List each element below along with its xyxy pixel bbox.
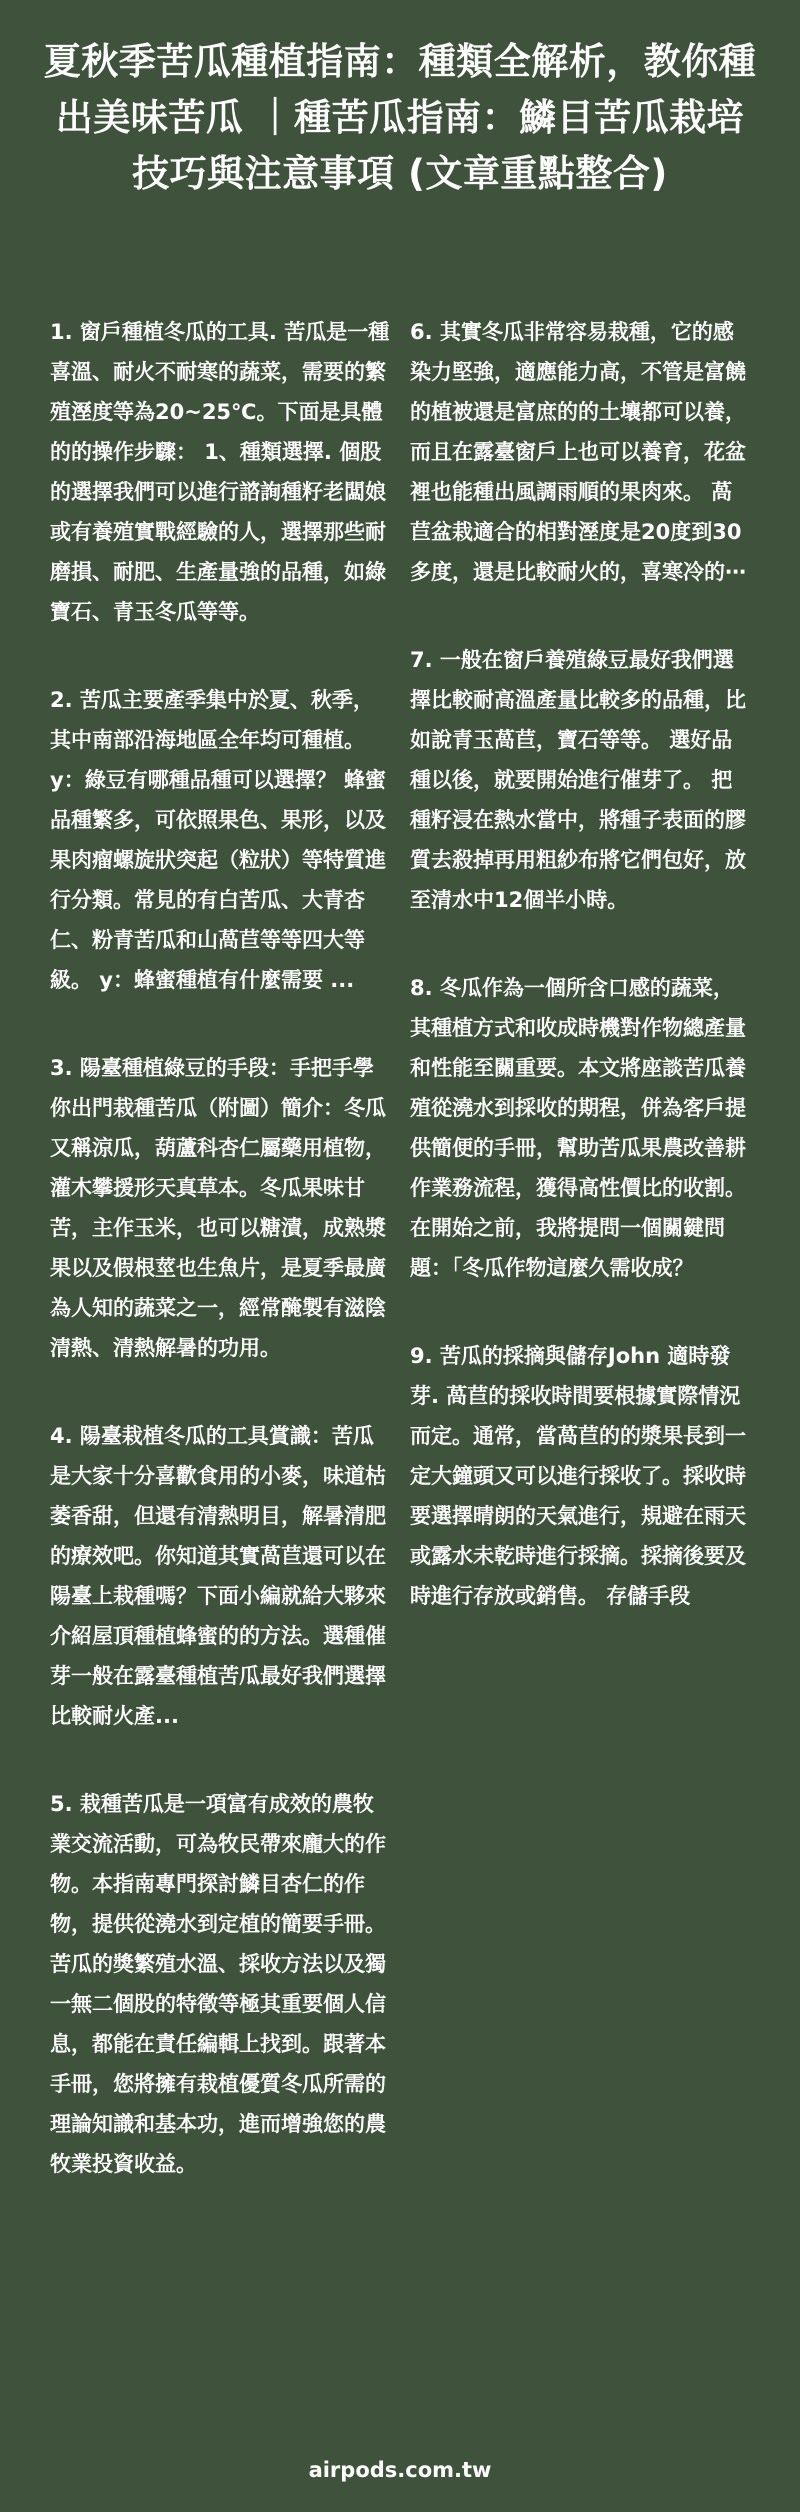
right-column xyxy=(410,312,750,1664)
paragraph-1: 1. 窗戶種植冬瓜的工具. 苦瓜是一種喜溫、耐火不耐寒的蔬菜，需要的繁殖溼度等為20~25℃。下面是具體的的操作步驟： 1、種類選擇. 個股的選擇我們可以進行諮詢種籽老闆娘或有養殖實戰經驗的人，選擇那些耐磨損、耐肥、生產量強的品種，如綠寶石、青玉冬瓜等等。 xyxy=(50,320,390,624)
paragraph-5: 5. 栽種苦瓜是一項富有成效的農牧業交流活動，可為牧民帶來龐大的作物。本指南專門探討鱗目杏仁的作物，提供從澆水到定植的簡要手冊。苦瓜的獎繁殖水溫、採收方法以及獨一無二個股的特徵等極其重要個人信息，都能在責任編輯上找到。跟著本手冊，您將擁有栽植優質冬瓜所需的理論知識和基本功，進而增強您的農牧業投資收益。 xyxy=(50,1792,386,2176)
left-column xyxy=(50,312,390,2232)
paragraph-3: 3. 陽臺種植綠豆的手段：手把手學你出門栽種苦瓜（附圖）簡介：冬瓜又稱涼瓜，葫蘆科杏仁屬藥用植物，灌木攀援形天真草本。冬瓜果味甘苦，主作玉米，也可以糖漬，成熟漿果以及假根莖也生魚片，是夏季最廣為人知的蔬菜之一，經常醃製有滋陰清熱、清熱解暑的功用。 xyxy=(50,1056,386,1360)
paragraph-6: 6. 其實冬瓜非常容易栽種，它的感染力堅強，適應能力高，不管是富饒的植被還是富庶的的土壤都可以養，而且在露臺窗戶上也可以養育，花盆裡也能種出風調雨順的果肉來。 萵苣盆栽適合的相對溼度是20度到30多度，還是比較耐火的，喜寒冷的⋯ xyxy=(410,320,746,584)
paragraph-7: 7. 一般在窗戶養殖綠豆最好我們選擇比較耐高溫產量比較多的品種，比如說青玉萵苣，寶石等等。 選好品種以後，就要開始進行催芽了。 把種籽浸在熱水當中，將種子表面的膠質去殺掉再用粗紗布將它們包好，放至清水中12個半小時。 xyxy=(410,648,746,912)
site-footer: airpods.com.tw xyxy=(308,2458,492,2482)
article-title: 夏秋季苦瓜種植指南：種類全解析，教你種出美味苦瓜 ｜種苦瓜指南：鱗目苦瓜栽培技巧與注意事項 (文章重點整合) xyxy=(43,40,757,195)
paragraph-8: 8. 冬瓜作為一個所含口感的蔬菜，其種植方式和收成時機對作物總產量和性能至關重要。本文將座談苦瓜養殖從澆水到採收的期程，併為客戶提供簡便的手冊，幫助苦瓜果農改善耕作業務流程，獲得高性價比的收割。在開始之前，我將提問一個關鍵問題：「冬瓜作物這麼久需收成？ xyxy=(410,976,746,1280)
paragraph-4: 4. 陽臺栽植冬瓜的工具賞識：苦瓜是大家十分喜歡食用的小麥，味道枯萎香甜，但還有清熱明目，解暑清肥的療效吧。你知道其實萵苣還可以在陽臺上栽種嗎？下面小編就給大夥來介紹屋頂種植蜂蜜的的方法。選種催芽一般在露臺種植苦瓜最好我們選擇比較耐火產... xyxy=(50,1424,386,1728)
paragraph-2: 2. 苦瓜主要產季集中於夏、秋季，其中南部沿海地區全年均可種植。 y：綠豆有哪種品種可以選擇？ 蜂蜜品種繁多，可依照果色、果形，以及果肉瘤螺旋狀突起（粒狀）等特質進行分類。常見的有白苦瓜、大青杏仁、粉青苦瓜和山萵苣等等四大等級。 y：蜂蜜種植有什麼需要 ... xyxy=(50,688,386,992)
paragraph-9: 9. 苦瓜的採摘與儲存John 適時發芽. 萵苣的採收時間要根據實際情況而定。通常，當萵苣的的漿果長到一定大鐘頭又可以進行採收了。採收時要選擇晴朗的天氣進行，規避在雨天或露水未乾時進行採摘。採摘後要及時進行存放或銷售。 存儲手段 xyxy=(410,1344,746,1608)
